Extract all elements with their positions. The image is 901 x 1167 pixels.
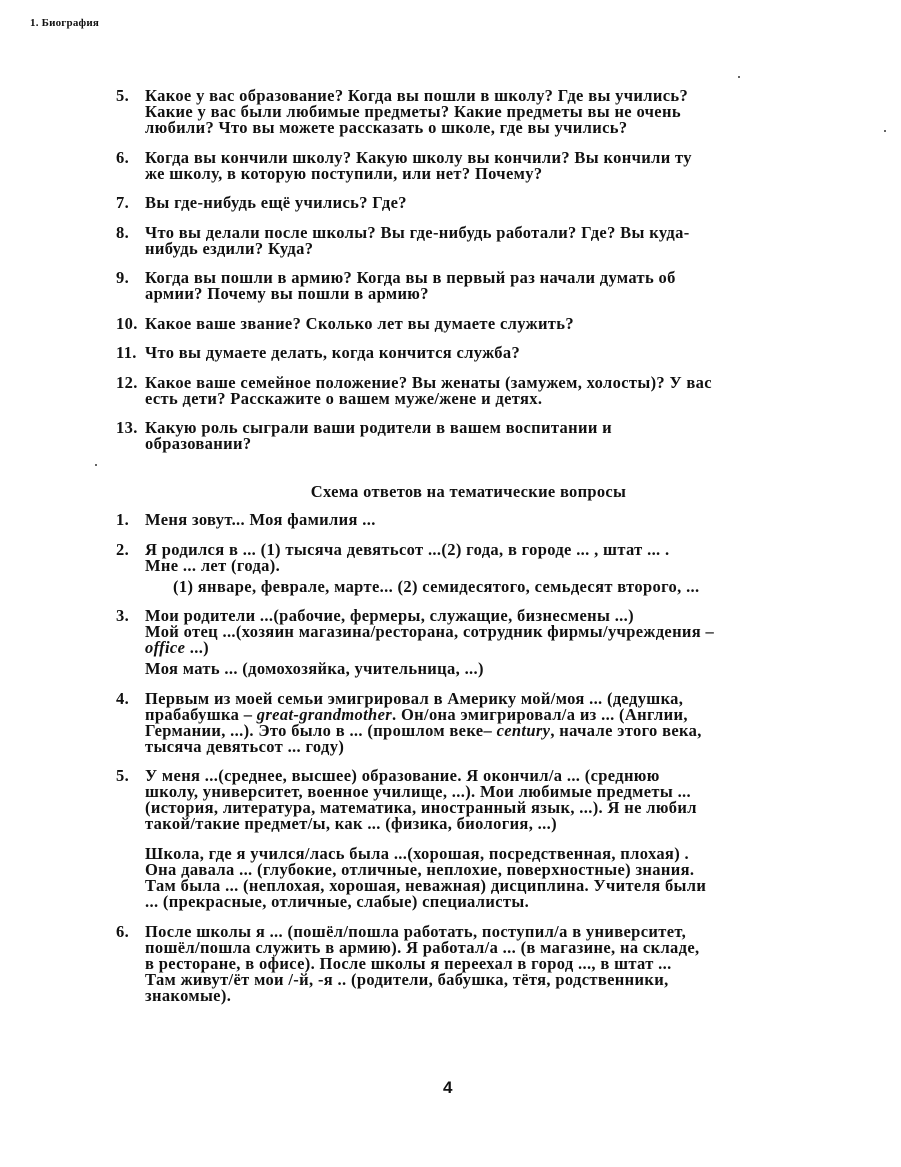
question-item <box>116 195 816 211</box>
text-segment: ...) <box>185 638 210 657</box>
text-line <box>145 661 816 677</box>
text-segment: После школы я ... (пошёл/пошла работать, поступил/а в университет, <box>145 921 687 941</box>
text-segment: (1) январе, феврале, марте... (2) семидесятого, семьдесят второго, ... <box>173 576 700 596</box>
text-segment: прабабушка – <box>145 704 257 724</box>
text-line <box>145 894 816 910</box>
text-segment: Какое у вас образование? Когда вы пошли в школу? Где вы учились? <box>145 86 689 105</box>
text-segment: в ресторане, в офисе). После школы я переехал в город ..., в штат ... <box>145 953 672 973</box>
item-number: 1. <box>116 510 130 529</box>
question-item <box>116 270 816 302</box>
text-segment: тысяча девятьсот ... году) <box>145 736 345 756</box>
answer-item <box>116 768 816 910</box>
text-segment: Школа, где я учился/лась была ...(хорошая, посредственная, плохая) . <box>145 844 690 863</box>
paragraph <box>145 313 816 333</box>
text-line <box>145 512 816 528</box>
italic-term: great-grandmother <box>256 704 393 724</box>
question-item <box>116 372 816 408</box>
item-number: 8. <box>116 222 130 242</box>
text-segment: Когда вы кончили школу? Какую школу вы кончили? Вы кончили ту <box>145 147 692 167</box>
text-segment: Моя мать ... (домохозяйка, учительница, ...) <box>145 659 484 678</box>
answer-item <box>116 512 816 528</box>
item-number: 3. <box>116 606 130 625</box>
item-number: 2. <box>116 539 130 559</box>
text-line <box>145 313 816 333</box>
item-number: 11. <box>116 343 137 362</box>
text-segment: ... (прекрасные, отличные, слабые) специалисты. <box>145 892 530 911</box>
text-line <box>145 120 816 136</box>
text-line <box>145 286 816 302</box>
text-line <box>173 576 816 596</box>
text-segment: Я родился в ... (1) тысяча девятьсот ...(2) года, в городе ... , штат ... . <box>145 539 670 559</box>
text-segment: нибудь ездили? Куда? <box>145 238 314 258</box>
paragraph <box>145 688 816 756</box>
paragraph <box>145 846 816 910</box>
text-segment: Первым из моей семьи эмигрировал в Америку мой/моя ... (дедушка, <box>145 688 684 708</box>
paragraph <box>145 768 816 832</box>
item-number: 4. <box>116 688 130 708</box>
text-line <box>145 238 816 258</box>
paragraph <box>145 222 816 258</box>
paragraph <box>145 270 816 302</box>
text-segment: Мой отец ...(хозяин магазина/ресторана, сотрудник фирмы/учреждения – <box>145 622 715 641</box>
question-item <box>116 345 816 361</box>
text-segment: знакомые). <box>145 985 232 1005</box>
item-number: 5. <box>116 766 130 785</box>
scan-speck <box>95 464 97 466</box>
text-line <box>145 436 816 452</box>
text-line <box>145 640 816 656</box>
paragraph <box>145 147 816 183</box>
question-item <box>116 222 816 258</box>
text-line <box>145 163 816 183</box>
paragraph <box>145 661 816 677</box>
paragraph <box>145 88 816 136</box>
italic-term: office <box>145 638 186 657</box>
item-number: 10. <box>116 313 138 333</box>
text-segment: такой/такие предмет/ы, как ... (физика, биология, ...) <box>145 814 557 833</box>
text-segment: У меня ...(среднее, высшее) образование. Я окончил/а ... (среднюю <box>145 766 660 785</box>
item-number: 13. <box>116 418 138 437</box>
text-segment: Когда вы пошли в армию? Когда вы в первый раз начали думать об <box>145 268 676 287</box>
text-segment: Там была ... (неплохая, хорошая, неважная) дисциплина. Учителя были <box>145 876 707 895</box>
question-item <box>116 313 816 333</box>
text-segment: же школу, в которую поступили, или нет? Почему? <box>145 163 543 183</box>
text-segment: Германии, ...). Это было в ... (прошлом веке– <box>145 720 497 740</box>
text-segment: Что вы делали после школы? Вы где-нибудь работали? Где? Вы куда- <box>145 222 690 242</box>
text-segment: . Он/она эмигрировал/а из ... (Англии, <box>392 704 688 724</box>
text-segment: , начале этого века, <box>550 720 702 740</box>
answer-item <box>116 921 816 1005</box>
paragraph <box>145 576 816 596</box>
item-number: 9. <box>116 268 130 287</box>
paragraph <box>145 420 816 452</box>
text-line <box>145 555 816 575</box>
text-segment: армии? Почему вы пошли в армию? <box>145 284 429 303</box>
text-segment: Мои родители ...(рабочие, фермеры, служащие, бизнесмены ...) <box>145 606 634 625</box>
item-number: 6. <box>116 147 130 167</box>
item-number: 12. <box>116 372 138 392</box>
question-item <box>116 88 816 136</box>
text-segment: любили? Что вы можете рассказать о школе, где вы учились? <box>145 118 628 137</box>
paragraph <box>145 372 816 408</box>
item-number: 6. <box>116 921 130 941</box>
paragraph <box>145 921 816 1005</box>
scan-speck <box>738 76 740 78</box>
paragraph <box>145 345 816 361</box>
paragraph <box>145 512 816 528</box>
text-segment: Она давала ... (глубокие, отличные, неплохие, поверхностные) знания. <box>145 860 695 879</box>
text-segment: (история, литература, математика, иностранный язык, ...). Я не любил <box>145 798 697 817</box>
paragraph <box>145 539 816 575</box>
paragraph <box>145 195 816 211</box>
answer-item <box>116 608 816 677</box>
text-line <box>145 624 816 640</box>
text-segment: есть дети? Расскажите о вашем муже/жене и детях. <box>145 388 543 408</box>
text-line <box>145 816 816 832</box>
text-segment: образовании? <box>145 434 252 453</box>
text-segment: Там живут/ёт мои /-й, -я .. (родители, бабушка, тётя, родственники, <box>145 969 669 989</box>
text-segment: Что вы думаете делать, когда кончится служба? <box>145 343 521 362</box>
text-line <box>145 985 816 1005</box>
question-item <box>116 420 816 452</box>
text-segment: школу, университет, военное училище, ...). Мои любимые предметы ... <box>145 782 692 801</box>
item-number: 5. <box>116 86 130 105</box>
text-line <box>145 969 816 989</box>
text-segment: Какое ваше звание? Сколько лет вы думаете служить? <box>145 313 574 333</box>
question-list <box>116 88 816 466</box>
page-number: 4 <box>443 1078 453 1097</box>
section-heading: Схема ответов на тематические вопросы <box>310 482 627 501</box>
text-segment: Вы где-нибудь ещё учились? Где? <box>145 193 407 212</box>
item-number: 7. <box>116 193 130 212</box>
text-segment: Меня зовут... Моя фамилия ... <box>145 510 376 529</box>
text-segment: Мне ... лет (года). <box>145 555 281 575</box>
text-line <box>145 345 816 361</box>
running-head: 1. Биография <box>30 17 100 29</box>
text-segment: Какую роль сыграли ваши родители в вашем воспитании и <box>145 418 613 437</box>
text-segment: Какое ваше семейное положение? Вы женаты (замужем, холосты)? У вас <box>145 372 712 392</box>
text-line <box>145 388 816 408</box>
answer-item <box>116 539 816 596</box>
paragraph <box>145 608 816 656</box>
answer-item <box>116 688 816 756</box>
question-item <box>116 147 816 183</box>
text-segment: пошёл/пошла служить в армию). Я работал/а ... (в магазине, на складе, <box>145 937 700 957</box>
text-line <box>145 736 816 756</box>
text-line <box>145 195 816 211</box>
scan-speck <box>884 130 886 132</box>
answer-scheme-list <box>116 512 816 1017</box>
text-segment: Какие у вас были любимые предметы? Какие предметы вы не очень <box>145 102 681 121</box>
italic-term: century <box>496 720 551 740</box>
